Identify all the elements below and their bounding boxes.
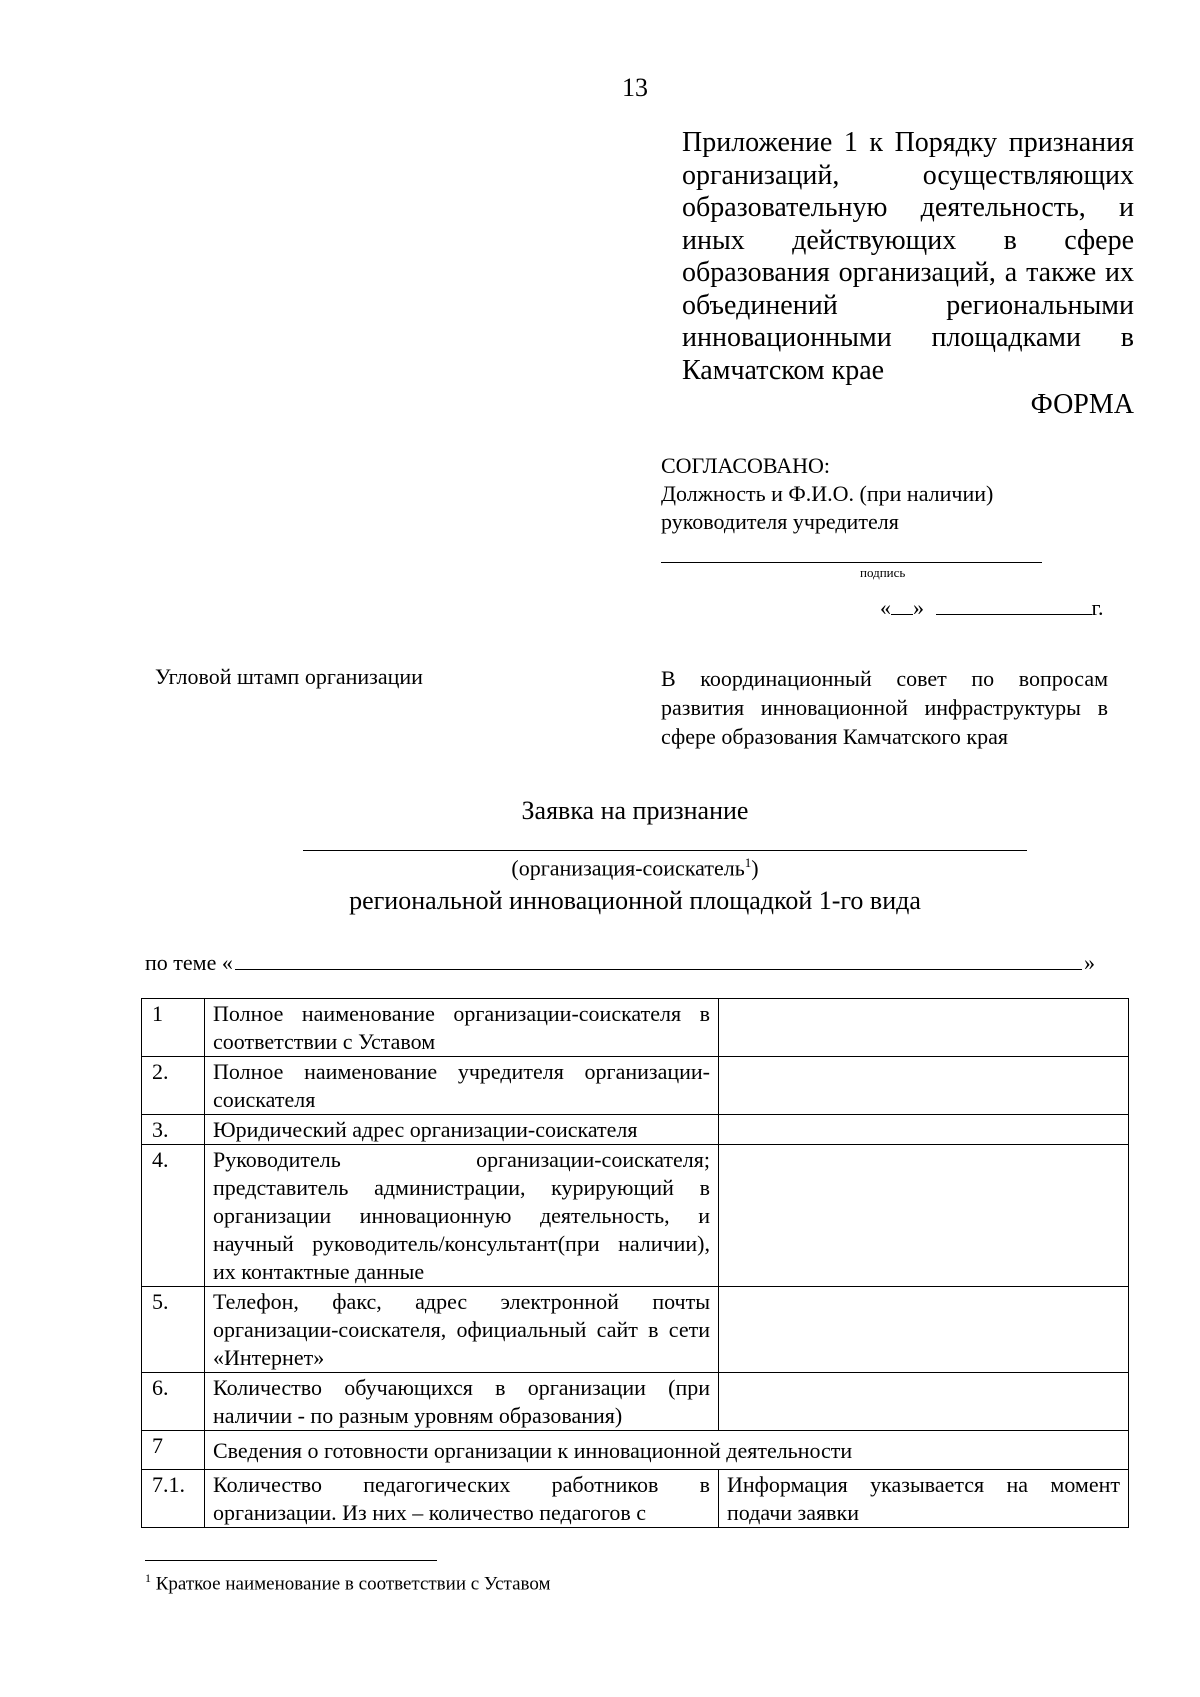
row-number: 5. <box>142 1287 205 1373</box>
table-row <box>142 1470 1129 1528</box>
row-label: Руководитель организации-соискателя; представитель администрации, курирующий в организации инновационную деятельность, и научный руководитель/консультант(при наличии), их контактные данные <box>205 1145 719 1287</box>
date-close-quote: » <box>913 595 924 620</box>
footnote-text: Краткое наименование в соответствии с Уставом <box>151 1573 551 1595</box>
table-row <box>142 1287 1129 1373</box>
application-title: Заявка на признание <box>521 796 749 825</box>
footnote <box>145 1571 551 1595</box>
footnote-mark: 1 <box>744 855 752 870</box>
topic-blank <box>235 947 1082 970</box>
row-value <box>719 1287 1129 1373</box>
topic-prefix: по теме « <box>145 950 233 975</box>
row-number: 6. <box>142 1373 205 1431</box>
row-value <box>719 1145 1129 1287</box>
approval-founder-line: руководителя учредителя <box>661 509 899 534</box>
day-blank <box>891 594 913 615</box>
row-value <box>719 999 1129 1057</box>
form-label: ФОРМА <box>1030 389 1134 420</box>
row-label: Количество педагогических работников в организации. Из них – количество педагогов с <box>205 1470 719 1528</box>
topic-suffix: » <box>1084 950 1095 975</box>
footnote-number: 1 <box>145 1571 151 1585</box>
footnote-separator <box>145 1560 437 1561</box>
organization-caption: (организация-соискатель$^1$) <box>511 855 759 881</box>
row-label: Телефон, факс, адрес электронной почты организации-соискателя, официальный сайт в сети «Интернет» <box>205 1287 719 1373</box>
row-number: 1 <box>142 999 205 1057</box>
row-value <box>719 1373 1129 1431</box>
approval-title: СОГЛАСОВАНО: <box>661 453 830 478</box>
row-number: 2. <box>142 1057 205 1115</box>
application-table <box>141 998 1129 1528</box>
corner-stamp-label: Угловой штамп организации <box>155 664 423 689</box>
table-row <box>142 1115 1129 1145</box>
row-value <box>719 1057 1129 1115</box>
signature-caption: подпись <box>860 565 906 580</box>
page-number: 13 <box>622 73 648 102</box>
row-number: 4. <box>142 1145 205 1287</box>
row-label: Юридический адрес организации-соискателя <box>205 1115 719 1145</box>
year-suffix: г. <box>1091 595 1104 620</box>
row-value: Информация указывается на момент подачи заявки <box>719 1470 1129 1528</box>
appendix-reference: Приложение 1 к Порядку признания организаций, осуществляющих образовательную деятельность, и иных действующих в сфере образования организаций, а также их объединений региональными инновационными площадками в Камчатском крае <box>682 127 1134 386</box>
row-label: Количество обучающихся в организации (при наличии - по разным уровням образования) <box>205 1373 719 1431</box>
approval-position-line: Должность и Ф.И.О. (при наличии) <box>661 481 994 506</box>
row-label: Полное наименование организации-соискателя в соответствии с Уставом <box>205 999 719 1057</box>
row-number: 3. <box>142 1115 205 1145</box>
table-row <box>142 1145 1129 1287</box>
row-value <box>719 1115 1129 1145</box>
row-number: 7.1. <box>142 1470 205 1528</box>
date-line <box>880 594 1104 621</box>
table-row <box>142 1431 1129 1470</box>
addressee-block: В координационный совет по вопросам развития инновационной инфраструктуры в сфере образования Камчатского края <box>661 666 1108 749</box>
application-subtitle: региональной инновационной площадкой 1-го вида <box>349 886 921 915</box>
table-row <box>142 1373 1129 1431</box>
month-blank <box>936 594 1092 615</box>
date-open-quote: « <box>880 595 891 620</box>
organization-blank-line <box>303 850 1027 851</box>
topic-line <box>145 947 1095 976</box>
row-number: 7 <box>142 1431 205 1470</box>
row-section-label: Сведения о готовности организации к инновационной деятельности <box>205 1431 1129 1470</box>
row-label: Полное наименование учредителя организации-соискателя <box>205 1057 719 1115</box>
table-row <box>142 1057 1129 1115</box>
table-row <box>142 999 1129 1057</box>
signature-line <box>661 562 1042 563</box>
approval-block <box>661 452 1101 536</box>
